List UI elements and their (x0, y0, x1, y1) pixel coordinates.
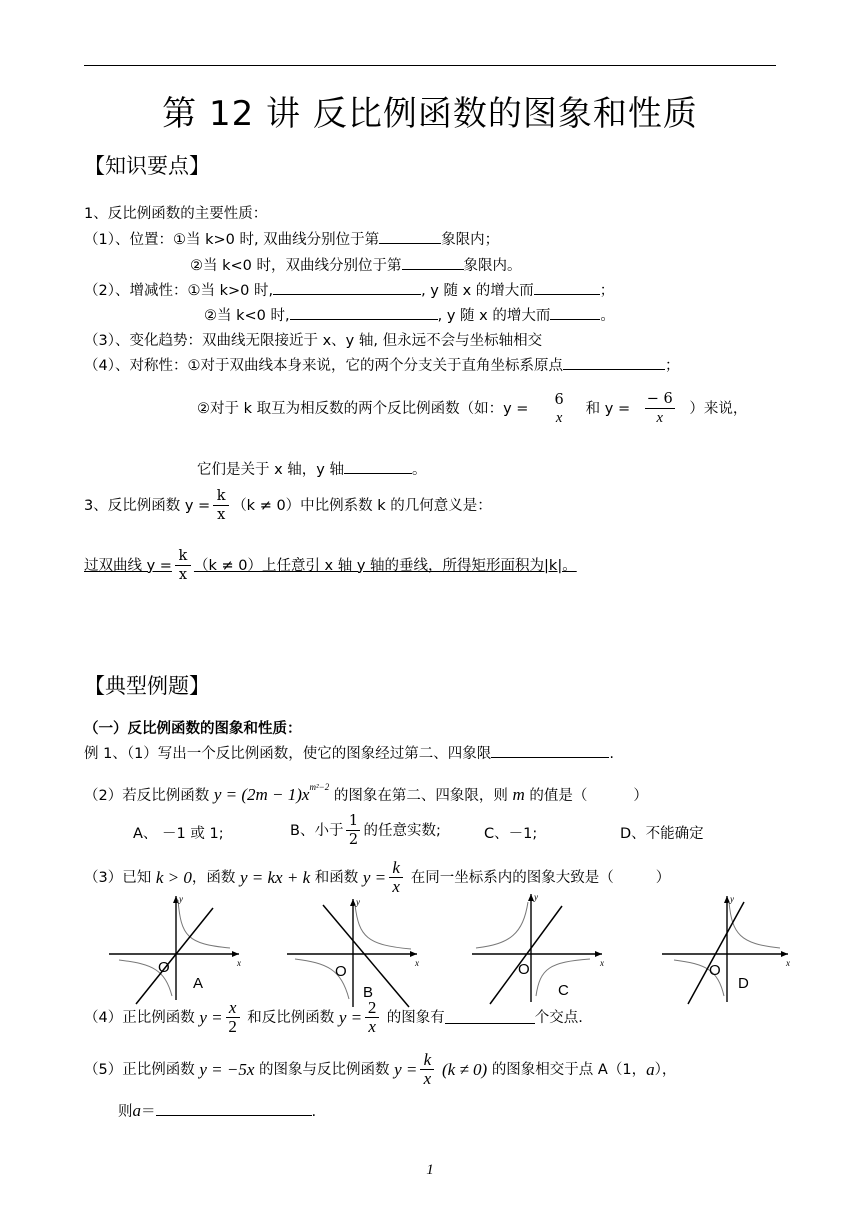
x-axis-label: x (786, 958, 790, 968)
text-segment: 。 (600, 308, 615, 324)
formula: y = (199, 1007, 223, 1027)
text-segment: , y 随 x 的增大而 (421, 283, 534, 299)
origin-label: O (518, 961, 530, 978)
text-segment: ） (633, 788, 648, 804)
text-segment: . (609, 746, 614, 762)
fraction-denominator: x (389, 877, 403, 896)
answer-blank (379, 231, 441, 244)
formula: (k ≠ 0) (442, 1059, 488, 1079)
fraction-numerator: k (423, 1050, 432, 1069)
x-axis-label: x (237, 958, 241, 968)
page-title: 第 12 讲 反比例函数的图象和性质 (162, 94, 698, 134)
answer-blank (534, 282, 600, 295)
fraction-denominator: x (645, 408, 675, 427)
text-segment: ＝ (141, 1104, 156, 1120)
formula: y = (362, 867, 387, 887)
text-segment: （2）若反比例函数 (84, 788, 210, 804)
fraction-denominator: x (175, 565, 191, 584)
header-rule (84, 65, 776, 66)
answer-blank (156, 1103, 312, 1116)
fraction-k-over-x (389, 859, 403, 896)
text-segment: 的图象有 (386, 1009, 445, 1026)
knowledge-line-4 (84, 279, 614, 300)
graph-option-b[interactable] (283, 893, 433, 1011)
x-axis-arrow (595, 951, 602, 957)
answer-blank (290, 307, 438, 320)
text-segment: 的图象在第二、四象限，则 (333, 788, 508, 804)
y-axis-label: y (356, 897, 360, 907)
knowledge-line-9 (197, 458, 427, 479)
y-axis-label: y (179, 894, 183, 904)
text-segment: 过双曲线 y = (84, 557, 172, 574)
option-label: D (738, 975, 749, 992)
line-graph (688, 902, 744, 1004)
option-label: B (363, 984, 374, 1001)
question-4 (84, 999, 583, 1036)
text-segment: ）来说， (689, 400, 748, 417)
question-2-option-c: C、－1; (484, 826, 538, 842)
text-segment: （2）、增减性：①当 k>0 时, (84, 283, 274, 299)
fraction-denominator: x (555, 409, 563, 426)
question-1 (84, 742, 614, 763)
fraction-denominator: x (365, 1017, 379, 1036)
fraction-neg6-over-x (645, 390, 675, 427)
text-segment: B、小于 (290, 822, 344, 839)
x-axis-arrow (232, 951, 239, 957)
text-segment: 。 (412, 462, 427, 478)
question-5-answer-line (118, 1100, 316, 1121)
formula: y = −5x (199, 1059, 255, 1079)
fraction-denominator: x (213, 505, 229, 524)
question-2-option-d: D、不能确定 (620, 826, 704, 842)
text-segment: ） (655, 869, 671, 886)
text-segment: 例 1、（1）写出一个反比例函数，使它的图象经过第二、四象限 (84, 746, 492, 762)
text-segment: . (311, 1104, 317, 1120)
x-axis-arrow (410, 951, 417, 957)
answer-blank (402, 257, 464, 270)
fraction-2-over-x (365, 999, 379, 1036)
fraction-numerator: 2 (367, 998, 377, 1017)
text-segment: ； (664, 358, 680, 374)
knowledge-line-3 (190, 254, 522, 275)
formula: k > 0 (155, 867, 192, 887)
fraction-numerator: k (216, 488, 226, 504)
knowledge-line-6: （3）、变化趋势：双曲线无限接近于 x、y 轴, 但永远不会与坐标轴相交 (84, 333, 543, 349)
question-2-option-a: A、 －1 或 1; (133, 826, 224, 842)
knowledge-line-1: 1、反比例函数的主要性质： (84, 206, 268, 222)
variable: m (512, 785, 525, 804)
text-segment: 的任意实数; (363, 822, 441, 839)
origin-label: O (709, 962, 721, 979)
answer-blank (563, 357, 665, 370)
fraction-numerator: k (178, 548, 188, 564)
text-segment: （5）正比例函数 (84, 1061, 195, 1078)
text-segment: 的图象相交于点 A（1， (491, 1061, 647, 1078)
hyperbola-branch (729, 902, 780, 948)
fraction-k-over-x (420, 1051, 434, 1088)
fraction-numerator: x (228, 998, 237, 1017)
origin-label: O (158, 959, 170, 976)
text-segment: （4）正比例函数 (84, 1009, 195, 1026)
fraction-k-over-x (213, 487, 229, 524)
hyperbola-branch (476, 902, 528, 948)
text-segment: ）， (654, 1061, 677, 1078)
knowledge-line-10 (84, 487, 492, 524)
text-segment: 象限内； (441, 232, 500, 248)
graph-option-a[interactable] (105, 888, 255, 1006)
section-heading-examples: 【典型例题】 (84, 674, 210, 698)
variable: a (132, 1101, 141, 1120)
graph-option-c[interactable] (468, 888, 618, 1006)
fraction-denominator: 2 (226, 1017, 240, 1036)
text-segment: 的图象与反比例函数 (259, 1061, 390, 1078)
formula: y = (2m − 1)x (213, 785, 310, 804)
fraction-x-over-2 (226, 999, 240, 1036)
text-segment: （3）已知 (84, 869, 152, 886)
text-segment: 象限内。 (463, 258, 522, 274)
question-2-option-b (290, 812, 441, 849)
origin-label: O (335, 963, 347, 980)
section-heading-knowledge: 【知识要点】 (84, 154, 210, 178)
answer-blank (550, 307, 600, 320)
text-segment: （1）、位置：①当 k>0 时, 双曲线分别位于第 (84, 232, 380, 248)
question-5 (84, 1051, 676, 1088)
option-label: A (193, 975, 204, 992)
knowledge-line-7 (84, 354, 679, 375)
knowledge-line-8 (197, 390, 747, 427)
text-segment: 它们是关于 x 轴，y 轴 (197, 462, 344, 478)
text-segment: ②当 k<0 时, (204, 308, 290, 324)
text-segment: 和反比例函数 (247, 1009, 335, 1026)
x-axis-label: x (415, 958, 419, 968)
y-axis-label: y (534, 892, 538, 902)
knowledge-line-5 (204, 304, 615, 325)
fraction-numerator: 1 (348, 813, 359, 829)
answer-blank (491, 745, 609, 758)
answer-blank (445, 1011, 535, 1024)
x-axis-arrow (781, 951, 788, 957)
subsection-heading: （一）反比例函数的图象和性质： (84, 721, 302, 737)
text-segment: 和函数 (314, 869, 359, 886)
question-2 (84, 784, 648, 805)
formula: y = kx + k (239, 867, 311, 887)
exponent: m²−2 (309, 782, 330, 793)
option-label: C (558, 982, 569, 999)
fraction-denominator: x (420, 1069, 434, 1088)
page-number: 1 (426, 1162, 434, 1178)
x-axis-label: x (600, 958, 604, 968)
text-segment: 3、反比例函数 y = (84, 497, 211, 514)
hyperbola-branch (355, 905, 411, 949)
knowledge-line-2 (84, 228, 499, 249)
fraction-one-half (346, 812, 360, 849)
text-segment: ，函数 (191, 869, 236, 886)
text-segment: 的值是（ (529, 788, 588, 804)
fraction-numerator: − 6 (646, 391, 673, 407)
variable: a (646, 1059, 655, 1079)
fraction-numerator: 6 (554, 391, 564, 408)
answer-blank (344, 461, 412, 474)
text-segment: 在同一坐标系内的图象大致是（ (410, 869, 614, 886)
y-axis-label: y (730, 894, 734, 904)
answer-blank (273, 282, 421, 295)
text-segment: （4）、对称性：①对于双曲线本身来说，它的两个分支关于直角坐标系原点 (84, 358, 563, 374)
fraction-denominator: 2 (346, 830, 360, 849)
fraction-6-over-x (547, 391, 571, 427)
text-segment: ； (599, 283, 615, 299)
graph-option-d[interactable] (658, 888, 803, 1006)
text-segment: 则 (118, 1104, 133, 1120)
formula: y = (338, 1007, 363, 1027)
text-segment: （k ≠ 0）中比例系数 k 的几何意义是： (232, 497, 492, 514)
text-segment: ②对于 k 取互为相反数的两个反比例函数（如：y = (197, 400, 529, 417)
text-segment: （k ≠ 0）上任意引 x 轴 y 轴的垂线，所得矩形面积为|k|。 (193, 557, 577, 574)
line-graph (490, 906, 562, 1004)
formula: y = (394, 1059, 418, 1079)
text-segment: 个交点. (534, 1009, 583, 1026)
text-segment: , y 随 x 的增大而 (437, 308, 551, 324)
text-segment: ②当 k<0 时，双曲线分别位于第 (190, 258, 402, 274)
fraction-k-over-x (175, 547, 191, 584)
text-segment: 和 y = (585, 400, 631, 417)
fraction-numerator: k (392, 858, 400, 877)
knowledge-line-11 (84, 547, 577, 584)
